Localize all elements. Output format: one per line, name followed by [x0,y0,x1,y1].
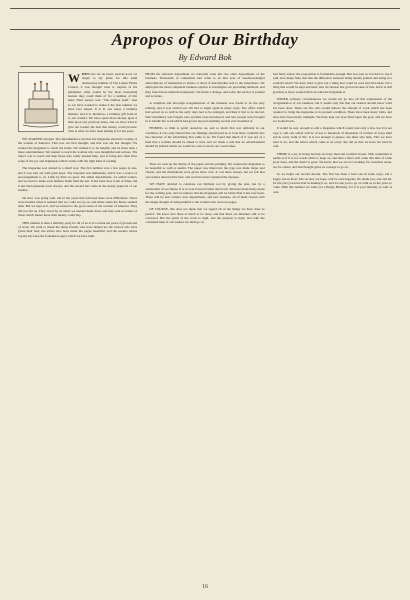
paragraph-text: we began to lay plans for this tenth anniversary number of The Ladies' Home Journal, it was thought wise to inquire of the publishers what would be the most interesting feature they could think of for a number of this kind. Their answer was: "The number itself." And so we have worked to make it the best number we have ever issued. It is in one sense a birthday number, and it is, therefore, a birthday gift from us to our readers. We have spent more money upon it than upon any previous issue, and we have tried to give our readers the best that money could procure. That is what we have been aiming at for ten years. [68,72,138,134]
paragraph-text: FROM the editorial department we naturally went into the other departments of the business. Thousands of complaints had come to us that year of unacknowledged subscriptions, of inattention to letters, or short of merchandise sent to the subscribers. We employed the most competent business experts to investigate our prevailing methods, and they found those methods inadequate. We made a change, and today the service is prompt and accurate. [145,72,265,99]
paragraph [18,221,137,239]
paragraph [273,72,392,94]
page-number: 16 [202,584,208,590]
paragraph-text: WE HAVE decided to celebrate our birthday not by giving the past, but by a celebration of our future. It is to look forward rather than back. We have made many plans for the coming year, and we believe that the magazine will be better than it has ever been. There will be new writers, new departments, and new features, all of them chosen with the single thought of being helpful to the women who read our pages. [145,182,265,204]
paragraph-text: It would be easy enough to edit a magazine which would suit only a few, but it is not easy to edit one which will be of use to hundreds of thousands of women of every kind and in every walk of life. It is not enough to please; one must also help. This we have tried to do, and the letters which come to us every day tell us that we have not tried in vain. [272,126,392,149]
paragraph-text: THIS number is then a birthday party for all of us. It is to mark ten years of growth and of work. We wish to thank the many friends who have helped us; the writers who have given their best; the artists who have made the pages beautiful; and the readers whose loyalty has been the foundation upon which we have built. [18,220,138,238]
article-byline: By Edward Bok [178,52,232,62]
article-title: Apropos of Our Birthday [111,30,299,49]
paragraph [273,172,392,194]
paragraph-text: SO ALL was going well, but in the years that followed there were difficulties. There were months when it seemed that we could not go on, and times when the future seemed dark. But we kept at it, and we trusted to the good sense of the women of America. They did not fail us. They stood by us when we needed them most, and they sent us letters of cheer which meant more than money could buy. [18,195,138,218]
paragraph-text: OF COURSE, this does not mean that we regard all of the things we have done as perfect. We know that there is much to be done, and that there are mistakes still to be corrected. But the spirit of the work is right, and the purpose is right, and with the continued help of our readers we shall go on. [145,207,265,225]
article-body [18,72,392,577]
paragraph [145,101,264,123]
drop-cap: W [68,72,80,85]
column-3 [273,72,392,577]
paragraph [145,207,264,225]
paragraph [273,126,392,148]
paragraph [273,97,392,123]
paragraph-text: THERE is a joy in living bravely, in every man and woman's house. Still, sometimes it seems as if it is not worth while to keep on, and then a letter will come that tells of some good done, and the doubt is gone. We know that we are not working for ourselves alone, but for others, and that thought gives us courage to go on. [272,151,392,169]
column-1 [18,72,137,577]
paragraph-text: A complete and thorough reorganization of the business was found to be the only remedy, and it was carried out. We had to begin again in many ways. The office which had served us so well in the early days had to be enlarged, and then it had to be moved. New machinery was bought, new systems were introduced, and new people were brought in to handle the work which had grown beyond anything we had ever dreamed of. [145,101,265,124]
section-divider [145,153,264,158]
paragraph [18,196,137,218]
cake-icon [19,73,63,131]
paragraph-text: UNDER ordinary circumstances we would not go into all this explanation of the reorganization of our business, but it seems only fair that our readers should know what has been done. There are few who would believe the amount of work which has been required to bring the magazine to its present condition. There have been many trials, and there have been many triumphs. We have kept our eyes fixed upon the goal, and we have not looked back. [272,97,392,124]
paragraph-text: So we begin our second decade. The first has been a hard one in some ways, but a happy one in most. The second, we hope, will be even happier. We thank you, one and all, for the part you have had in making it so, and we ask you to go on with us in the years to come. With this number we wish you a Happy Birthday, for it is your birthday as well as ours. [272,172,392,194]
birthday-cake-illustration [18,72,64,132]
paragraph-text: Then we took up the matter of the paper and the printing. We wanted the magazine to be beautiful as well as useful. The paper was improved, the type was made larger and clearer, and the illustrations were given more care. It cost more money, but we felt that our readers deserved the best, and we have never regretted the expense. [145,161,265,179]
column-2 [145,72,264,577]
column-2-text [145,72,264,225]
column-3-text [273,72,392,194]
paragraph-text: WE STARTED all right. The determination was that the magazine should be worthy of the women of America. That was our first thought, and that was our last thought. We wanted the magazine to reach the home. We wanted it to be helpful, and be more than a mere entertainment. We wanted to reach the woman who was thoughtful and serious. The object was to reach and help those who really needed help, and to bring into their lives some of the joy and brightness which comes with the right kind of reading. [18,136,138,163]
paragraph-text: Just fairly stated, the proposition is formidable enough. But now just as it is hard to say it well, how many fully describe the difference between being merely printed and being in a woman's heart? We have tried to give not a thing that could be read and laid aside, but a thing that would be kept and used. Our circulation has grown because of this, and it is still growing as more women find out what the magazine is. [272,72,392,94]
paragraph [145,162,264,180]
lead-in-smallcaps: HEN one six or eight months back [82,72,134,76]
paragraph [145,126,264,148]
header-ornament [10,8,400,30]
paragraph [145,182,264,204]
title-rule [20,66,390,67]
paragraph-text: FINDING so little to profit ourselves on, and so much that was deficient in our condition, it was only natural that our findings should lead us to look more carefully into the character of the advertising that came to us. We found that much of it was not of a kind that a woman should be asked to read, and we made a rule that no advertisement should be printed which we would not care to see in our own homes. [145,126,265,149]
paragraph-text: The magazine was started in a small way. The first number was a few pages in size, and it was sent out with great hope. The response was immediate, and it was a source of encouragement to us. Little by little we grew. We added departments, we added writers, and we tried to make each number better than the last. It has been slow work at times, but it has been pleasant work always, and the reward has come in the steady approval of our readers. [18,166,138,193]
paragraph [18,166,137,192]
paragraph [273,152,392,170]
paragraph [145,72,264,98]
paragraph [18,137,137,163]
